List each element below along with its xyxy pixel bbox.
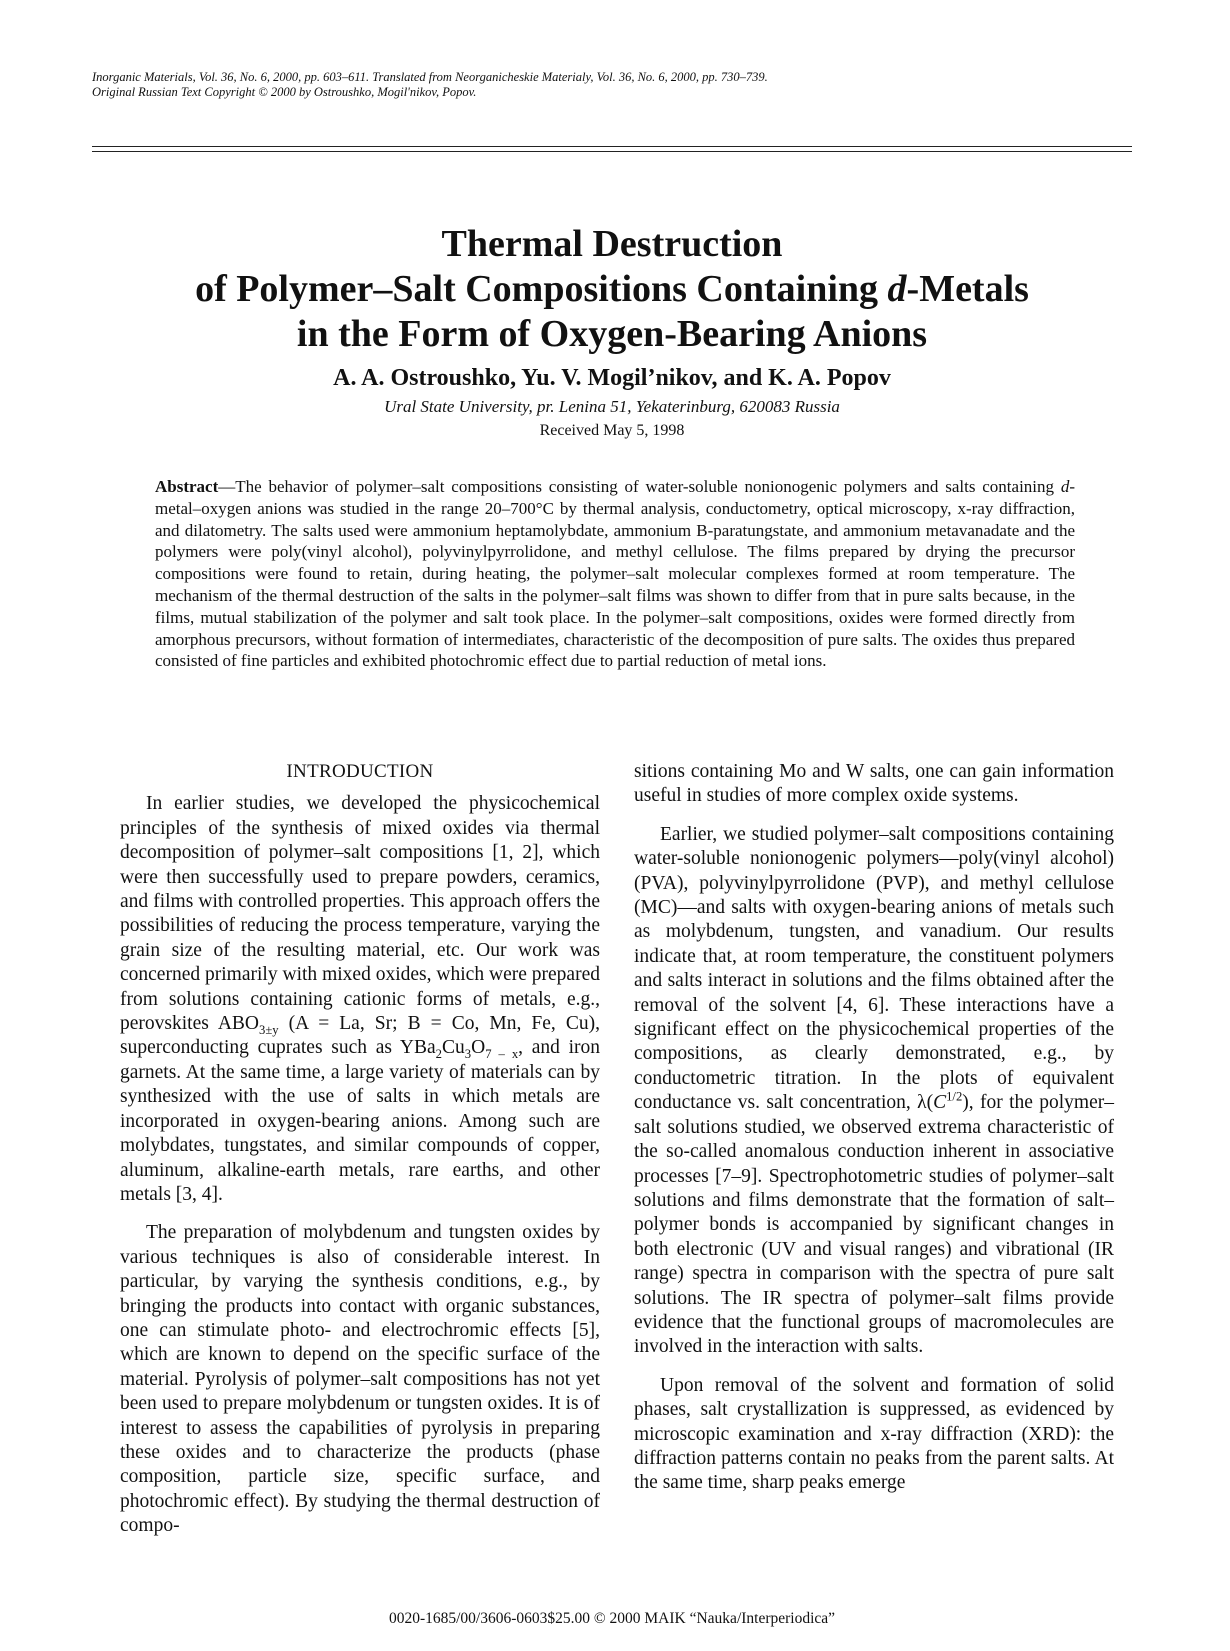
header-rule-bottom xyxy=(92,151,1132,152)
intro-p3-c: C xyxy=(933,1092,947,1114)
formula-cuprate xyxy=(399,1037,519,1062)
intro-paragraph-4: Upon removal of the solvent and formation of solid phases, salt crystallization is suppressed, as evidenced by microscopic examination and x-ray diffraction (XRD): the diffraction patterns contain no peaks from the parent salts. At the same time, sharp peaks emerge xyxy=(634,1374,1114,1494)
formula-cuprate-a: YBa xyxy=(399,1037,436,1059)
intro-paragraph-1 xyxy=(120,792,600,1207)
intro-p3-text-b: ), for the polymer–salt solutions studied, we observed extrema characteristic of the so-called anomalous conduction inherent in associative processes [7–9]. Spectrophotometric studies of polymer–salt solutions and films demonstrate that the formation of salt–polymer bonds is accompanied by significant changes in both electronic (UV and visual ranges) and vibrational (IR range) spectra in comparison with the spectra of pure salt solutions. The IR spectra of polymer–salt films provide evidence that the functional groups of macromolecules are involved in the interaction with salts. xyxy=(634,1092,1114,1358)
paper-title xyxy=(92,222,1132,357)
intro-p1-text-b: (A = La, Sr; B = Co, Mn, Fe, Cu), superconducting cuprates such as xyxy=(120,1013,600,1059)
intro-p1-text-c: , and iron garnets. At the same time, a large variety of materials can by synthesized with the use of salts in which metals are incorporated in oxygen-bearing anions. Among such are molybdates, tungstates, and similar compounds of copper, aluminum, alkaline-earth metals, rare earths, and other metals [3, 4]. xyxy=(120,1037,600,1205)
intro-paragraph-3 xyxy=(634,823,1114,1360)
intro-p1-text-a: In earlier studies, we developed the physicochemical principles of the synthesis of mixed oxides via thermal decomposition of polymer–salt compositions [1, 2], which were then successfully used to prepare powders, ceramics, and films with controlled properties. This approach offers the possibilities of reducing the process temperature, varying the grain size of the resulting material, etc. Our work was concerned primarily with mixed oxides, which were prepared from solutions containing cationic forms of metals, e.g., perovskites xyxy=(120,793,600,1035)
formula-cuprate-sub2: 3 xyxy=(464,1047,472,1062)
formula-perovskite-sub: 3±y xyxy=(258,1022,279,1037)
intro-p3-text-a: Earlier, we studied polymer–salt compositions containing water-soluble nonionogenic polymers—poly(vinyl alcohol) (PVA), polyvinylpyrrolidone (PVP), and methyl cellulose (MC)—and salts with oxygen-bearing anions of metals such as molybdenum, tungsten, and vanadium. Our results indicate that, at room temperature, the constituent polymers and salts interact in solutions and the films obtained after the removal of the solvent [4, 6]. These interactions have a significant effect on the physicochemical properties of the compositions, as clearly demonstrated, e.g., by conductometric titration. In the plots of equivalent conductance vs. salt concentration, xyxy=(634,823,1114,1114)
affiliation: Ural State University, pr. Lenina 51, Yekaterinburg, 620083 Russia xyxy=(384,397,840,416)
header-citation: Inorganic Materials, Vol. 36, No. 6, 2000, pp. 603–611. Translated from Neorganicheskie Materialy, Vol. 36, No. 6, 2000, pp. 730–739. xyxy=(92,70,768,84)
section-heading-introduction: INTRODUCTION xyxy=(286,761,434,782)
right-column xyxy=(634,760,1114,1510)
formula-cuprate-c: O xyxy=(471,1037,486,1059)
abstract-italic: d xyxy=(1060,477,1070,496)
authors: A. A. Ostroushko, Yu. V. Mogil’nikov, and K. A. Popov xyxy=(333,365,891,391)
abstract-label: Abstract xyxy=(155,477,219,496)
title-line-2-italic: d xyxy=(887,268,907,310)
received-date: Received May 5, 1998 xyxy=(539,422,685,439)
left-column xyxy=(120,760,600,1553)
title-line-2-post: -Metals xyxy=(906,268,1029,310)
title-line-3: in the Form of Oxygen-Bearing Anions xyxy=(296,313,928,355)
formula-cuprate-sub1: 2 xyxy=(435,1047,442,1062)
title-line-2-pre: of Polymer–Salt Compositions Containing xyxy=(195,268,888,310)
abstract-text-2: -metal–oxygen anions was studied in the range 20–700°C by thermal analysis, conductometry, optical microscopy, x-ray diffraction, and dilatometry. The salts used were ammonium heptamolybdate, ammonium B-paratungstate, and ammonium metavanadate and the polymers were poly(vinyl alcohol), polyvinylpyrrolidone, and methyl cellulose. The films prepared by drying the precursor compositions were found to retain, during heating, the polymer–salt molecular complexes formed at room temperature. The mechanism of the thermal destruction of the salts in the polymer–salt films was shown to differ from that in pure salts because, in the films, mutual stabilization of the polymer and salt took place. In the polymer–salt compositions, oxides were formed directly from amorphous precursors, without formation of intermediates, characteristic of the decomposition of pure salts. The oxides thus prepared consisted of fine particles and exhibited photochromic effect due to partial reduction of metal ions. xyxy=(155,477,1075,671)
intro-p3-sup: 1/2 xyxy=(946,1089,963,1104)
title-line-2 xyxy=(92,267,1132,312)
intro-p3-lambda: λ( xyxy=(917,1092,934,1114)
formula-cuprate-sub3: 7 – x xyxy=(485,1047,519,1062)
formula-perovskite-base: ABO xyxy=(217,1013,259,1035)
formula-perovskite xyxy=(217,1013,279,1037)
intro-paragraph-2: The preparation of molybdenum and tungsten oxides by various techniques is also of considerable interest. In particular, by varying the synthesis conditions, e.g., by bringing the products into contact with organic substances, one can stimulate photo- and electrochromic effects [5], which are known to depend on the specific surface of the material. Pyrolysis of polymer–salt compositions has not yet been used to prepare molybdenum or tungsten oxides. It is of interest to assess the capabilities of pyrolysis in preparing these oxides and to characterize the products (phase composition, particle size, specific surface, and photochromic effect). By studying the thermal destruction of compo- xyxy=(120,1222,600,1537)
abstract xyxy=(155,476,1075,672)
header-rule-top xyxy=(92,146,1132,147)
title-line-1: Thermal Destruction xyxy=(441,223,783,265)
abstract-text-1: —The behavior of polymer–salt compositions consisting of water-soluble nonionogenic polymers and salts containing xyxy=(218,477,1061,496)
header-copyright: Original Russian Text Copyright © 2000 by Ostroushko, Mogil'nikov, Popov. xyxy=(92,85,477,99)
formula-cuprate-b: Cu xyxy=(442,1037,465,1059)
journal-header xyxy=(92,70,1142,100)
footer-copyright: 0020-1685/00/3606-0603$25.00 © 2000 MAIK “Nauka/Interperiodica” xyxy=(388,1610,836,1627)
intro-paragraph-2-continued: sitions containing Mo and W salts, one can gain information useful in studies of more complex oxide systems. xyxy=(634,761,1114,807)
